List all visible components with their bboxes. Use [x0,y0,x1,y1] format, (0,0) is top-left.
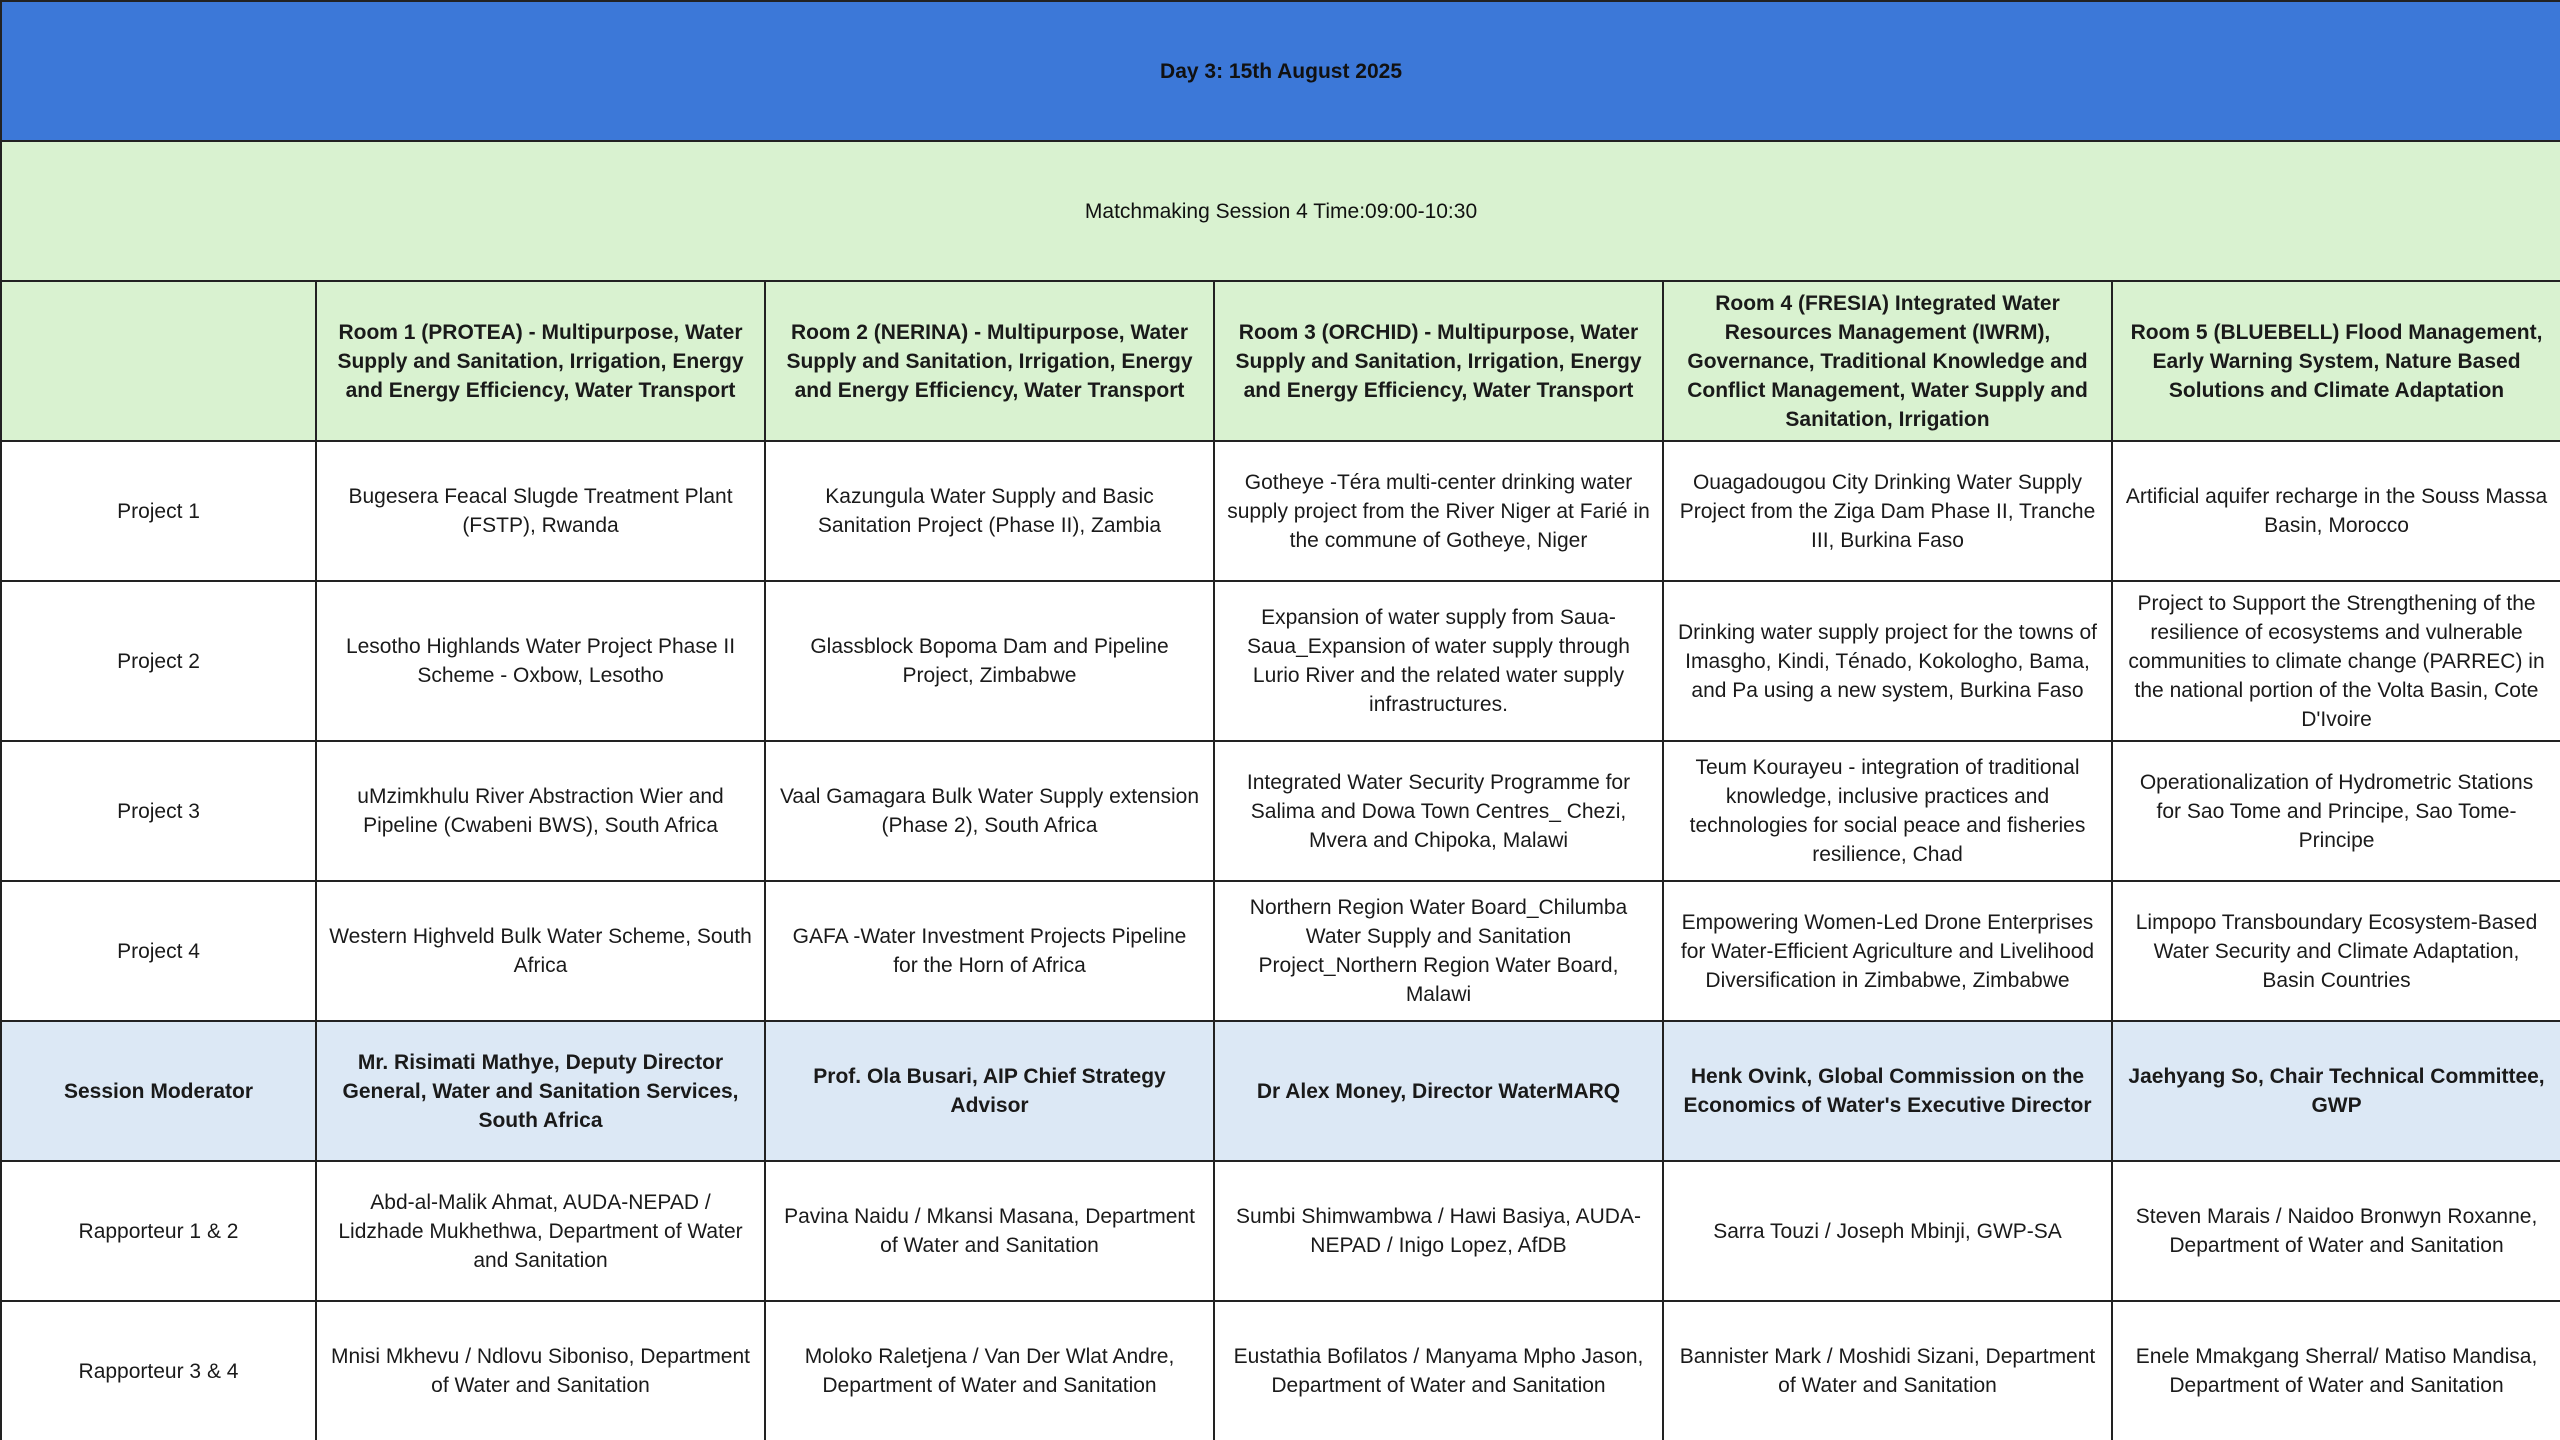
corner-cell [1,281,316,441]
project-cell: Artificial aquifer recharge in the Souss Massa Basin, Morocco [2112,441,2560,581]
project-cell: Glassblock Bopoma Dam and Pipeline Project, Zimbabwe [765,581,1214,741]
moderator-cell: Dr Alex Money, Director WaterMARQ [1214,1021,1663,1161]
moderator-cell: Henk Ovink, Global Commission on the Economics of Water's Executive Director [1663,1021,2112,1161]
row-label: Project 2 [1,581,316,741]
row-label: Project 1 [1,441,316,581]
rapporteur-cell: Bannister Mark / Moshidi Sizani, Department of Water and Sanitation [1663,1301,2112,1440]
moderator-cell: Jaehyang So, Chair Technical Committee, GWP [2112,1021,2560,1161]
row-label: Project 3 [1,741,316,881]
room-header-1: Room 1 (PROTEA) - Multipurpose, Water Supply and Sanitation, Irrigation, Energy and Energy Efficiency, Water Transport [316,281,765,441]
project-cell: uMzimkhulu River Abstraction Wier and Pipeline (Cwabeni BWS), South Africa [316,741,765,881]
room-header-4: Room 4 (FRESIA) Integrated Water Resources Management (IWRM), Governance, Traditional Knowledge and Conflict Management, Water Supply and Sanitation, Irrigation [1663,281,2112,441]
moderator-cell: Prof. Ola Busari, AIP Chief Strategy Advisor [765,1021,1214,1161]
room-header-5: Room 5 (BLUEBELL) Flood Management, Early Warning System, Nature Based Solutions and Climate Adaptation [2112,281,2560,441]
project-cell: GAFA -Water Investment Projects Pipeline for the Horn of Africa [765,881,1214,1021]
project-cell: Lesotho Highlands Water Project Phase II Scheme - Oxbow, Lesotho [316,581,765,741]
rapporteur-cell: Moloko Raletjena / Van Der Wlat Andre, Department of Water and Sanitation [765,1301,1214,1440]
rapporteur-cell: Pavina Naidu / Mkansi Masana, Department of Water and Sanitation [765,1161,1214,1301]
table-row [1,881,2560,1021]
room-header-2: Room 2 (NERINA) - Multipurpose, Water Supply and Sanitation, Irrigation, Energy and Energy Efficiency, Water Transport [765,281,1214,441]
title-row [1,1,2560,141]
project-cell: Bugesera Feacal Slugde Treatment Plant (FSTP), Rwanda [316,441,765,581]
table-row [1,741,2560,881]
rapporteur-cell: Enele Mmakgang Sherral/ Matiso Mandisa, Department of Water and Sanitation [2112,1301,2560,1440]
page-title: Day 3: 15th August 2025 [1,1,2560,141]
row-label: Project 4 [1,881,316,1021]
row-label: Rapporteur 1 & 2 [1,1161,316,1301]
rapporteur-row [1,1161,2560,1301]
row-label: Session Moderator [1,1021,316,1161]
session-title: Matchmaking Session 4 Time:09:00-10:30 [1,141,2560,281]
rapporteur-cell: Sarra Touzi / Joseph Mbinji, GWP-SA [1663,1161,2112,1301]
table-row [1,581,2560,741]
room-header-3: Room 3 (ORCHID) - Multipurpose, Water Supply and Sanitation, Irrigation, Energy and Energy Efficiency, Water Transport [1214,281,1663,441]
moderator-row [1,1021,2560,1161]
project-cell: Ouagadougou City Drinking Water Supply Project from the Ziga Dam Phase II, Tranche III, Burkina Faso [1663,441,2112,581]
rapporteur-cell: Abd-al-Malik Ahmat, AUDA-NEPAD / Lidzhade Mukhethwa, Department of Water and Sanitation [316,1161,765,1301]
project-cell: Teum Kourayeu - integration of traditional knowledge, inclusive practices and technologies for social peace and fisheries resilience, Chad [1663,741,2112,881]
project-cell: Limpopo Transboundary Ecosystem-Based Water Security and Climate Adaptation, Basin Countries [2112,881,2560,1021]
rooms-header-row [1,281,2560,441]
session-row [1,141,2560,281]
project-cell: Vaal Gamagara Bulk Water Supply extension (Phase 2), South Africa [765,741,1214,881]
rapporteur-cell: Mnisi Mkhevu / Ndlovu Siboniso, Department of Water and Sanitation [316,1301,765,1440]
project-cell: Operationalization of Hydrometric Stations for Sao Tome and Principe, Sao Tome-Principe [2112,741,2560,881]
project-cell: Integrated Water Security Programme for Salima and Dowa Town Centres_ Chezi, Mvera and Chipoka, Malawi [1214,741,1663,881]
rapporteur-cell: Eustathia Bofilatos / Manyama Mpho Jason, Department of Water and Sanitation [1214,1301,1663,1440]
rapporteur-cell: Sumbi Shimwambwa / Hawi Basiya, AUDA-NEPAD / Inigo Lopez, AfDB [1214,1161,1663,1301]
project-cell: Kazungula Water Supply and Basic Sanitation Project (Phase II), Zambia [765,441,1214,581]
project-cell: Western Highveld Bulk Water Scheme, South Africa [316,881,765,1021]
row-label: Rapporteur 3 & 4 [1,1301,316,1440]
project-cell: Project to Support the Strengthening of the resilience of ecosystems and vulnerable communities to climate change (PARREC) in the national portion of the Volta Basin, Cote D'Ivoire [2112,581,2560,741]
project-cell: Northern Region Water Board_Chilumba Water Supply and Sanitation Project_Northern Region Water Board, Malawi [1214,881,1663,1021]
moderator-cell: Mr. Risimati Mathye, Deputy Director General, Water and Sanitation Services, South Africa [316,1021,765,1161]
project-cell: Gotheye -Téra multi-center drinking water supply project from the River Niger at Farié in the commune of Gotheye, Niger [1214,441,1663,581]
rapporteur-row [1,1301,2560,1440]
project-cell: Empowering Women-Led Drone Enterprises for Water-Efficient Agriculture and Livelihood Diversification in Zimbabwe, Zimbabwe [1663,881,2112,1021]
rapporteur-cell: Steven Marais / Naidoo Bronwyn Roxanne, Department of Water and Sanitation [2112,1161,2560,1301]
project-cell: Drinking water supply project for the towns of Imasgho, Kindi, Ténado, Kokologho, Bama, and Pa using a new system, Burkina Faso [1663,581,2112,741]
project-cell: Expansion of water supply from Saua-Saua_Expansion of water supply through Lurio River and the related water supply infrastructures. [1214,581,1663,741]
table-row [1,441,2560,581]
